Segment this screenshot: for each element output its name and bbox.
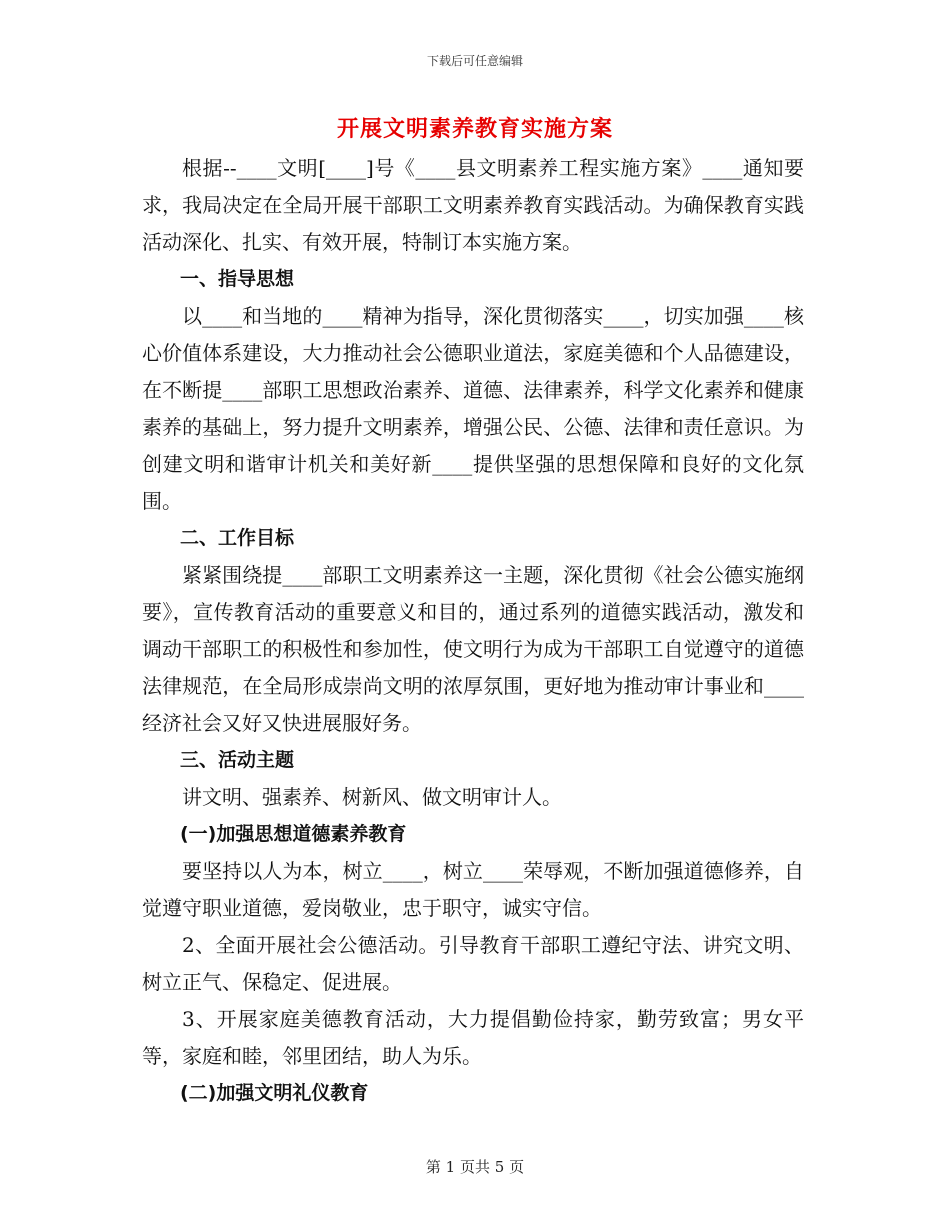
subsection-heading-moral-education: (一)加强思想道德素养教育	[180, 823, 407, 845]
family-virtue-paragraph: 3、开展家庭美德教育活动，大力提倡勤俭持家，勤劳致富；男女平等，家庭和睦，邻里团结，助人为乐。	[142, 1007, 804, 1068]
work-goals-paragraph: 紧紧围绕提____部职工文明素养这一主题，深化贯彻《社会公德实施纲要》，宣传教育活动的重要意义和目的，通过系列的道德实践活动，激发和调动干部职工的积极性和参加性，使文明行为成为干部职工自觉遵守的道德法律规范，在全局形成崇尚文明的浓厚氛围，更好地为推动审计事业和____经济社会又好又快进展服好务。	[142, 563, 804, 735]
document-body	[142, 150, 804, 1112]
subsection-heading-etiquette-education: (二)加强文明礼仪教育	[180, 1082, 369, 1104]
moral-education-paragraph: 要坚持以人为本，树立____，树立____荣辱观，不断加强道德修养，自觉遵守职业道德，爱岗敬业，忠于职守，诚实守信。	[142, 859, 804, 920]
document-title: 开展文明素养教育实施方案	[336, 116, 613, 142]
page-header-note: 下载后可任意编辑	[426, 54, 523, 68]
intro-paragraph: 根据--____文明[____]号《____县文明素养工程实施方案》____通知要求，我局决定在全局开展干部职工文明素养教育实践活动。为确保教育实践活动深化、扎实、有效开展，特制订本实施方案。	[142, 156, 804, 254]
activity-theme-paragraph: 讲文明、强素养、树新风、做文明审计人。	[182, 785, 562, 809]
guiding-ideology-paragraph: 以____和当地的____精神为指导，深化贯彻落实____，切实加强____核心价值体系建设，大力推动社会公德职业道法，家庭美德和个人品德建设，在不断提____部职工思想政治素养、道德、法律素养，科学文化素养和健康素养的基础上，努力提升文明素养，增强公民、公德、法律和责任意识。为创建文明和谐审计机关和美好新____提供坚强的思想保障和良好的文化氛围。	[142, 304, 804, 513]
page-footer-page-number: 第 1 页共 5 页	[425, 1158, 525, 1176]
section-heading-work-goals: 二、工作目标	[180, 527, 295, 549]
section-heading-guiding-ideology: 一、指导思想	[180, 268, 295, 290]
section-heading-activity-theme: 三、活动主题	[180, 749, 295, 771]
social-morality-paragraph: 2、全面开展社会公德活动。引导教育干部职工遵纪守法、讲究文明、树立正气、保稳定、促进展。	[142, 933, 804, 994]
